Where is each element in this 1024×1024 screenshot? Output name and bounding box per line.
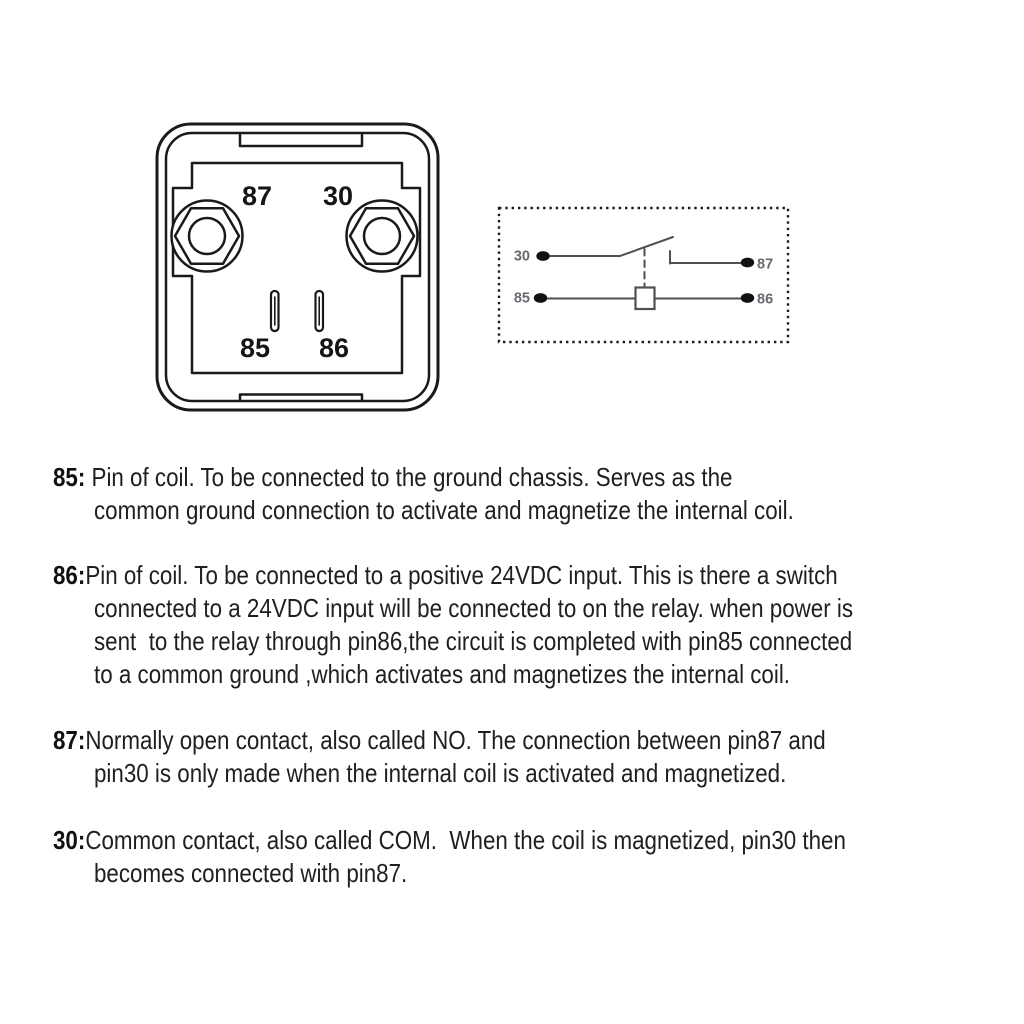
description-line: pin30 is only made when the internal coil is activated and magnetized. — [94, 758, 787, 788]
description-line: to a common ground ,which activates and magnetizes the internal coil. — [94, 659, 791, 689]
coil-box-icon — [636, 288, 655, 310]
description-line — [53, 724, 826, 757]
pin-86-description — [53, 559, 977, 691]
relay-pin-30-label: 30 — [322, 181, 354, 211]
description-text: Pin of coil. To be connected to the ground chassis. Serves as the — [85, 462, 733, 492]
dot-87-icon — [741, 258, 754, 268]
description-line: connected to a 24VDC input will be connected to on the relay. when power is — [94, 593, 854, 623]
blade-pin-85-icon — [271, 291, 279, 331]
pin-85-description — [53, 461, 908, 527]
pin-86-term: 86: — [53, 560, 86, 590]
description-line — [53, 461, 788, 494]
schematic-pin-85-label: 85 — [513, 290, 530, 307]
pin-87-term: 87: — [53, 725, 86, 755]
pin-30-description — [53, 824, 975, 890]
description-text: Pin of coil. To be connected to a positive 24VDC input. This is there a switch — [85, 560, 838, 590]
dot-85-icon — [534, 293, 547, 303]
description-line — [53, 559, 847, 592]
description-line: becomes connected with pin87. — [94, 858, 408, 888]
pin-85-term: 85: — [53, 462, 86, 492]
description-text: Common contact, also called COM. When the coil is magnetized, pin30 then — [85, 825, 846, 855]
description-line — [53, 824, 846, 857]
relay-pin-87-label: 87 — [241, 181, 273, 211]
relay-circuit-schematic — [485, 195, 805, 360]
schematic-pin-87-label: 87 — [757, 256, 774, 273]
description-line: common ground connection to activate and magnetize the internal coil. — [94, 495, 794, 525]
terminal-nut-87-icon — [172, 201, 243, 272]
dot-86-icon — [741, 293, 754, 303]
schematic-pin-30-label: 30 — [513, 248, 530, 265]
relay-pin-85-label: 85 — [239, 333, 271, 363]
relay-bottom-view-diagram — [140, 105, 460, 420]
relay-pin-86-label: 86 — [318, 333, 350, 363]
terminal-nut-30-icon — [347, 201, 418, 272]
pin-87-description — [53, 724, 952, 790]
switch-arm-line — [545, 237, 673, 256]
blade-pin-86-icon — [316, 291, 324, 331]
schematic-pin-86-label: 86 — [757, 291, 774, 308]
description-text: Normally open contact, also called NO. The connection between pin87 and — [85, 725, 826, 755]
dot-30-icon — [536, 251, 549, 261]
pin-30-term: 30: — [53, 825, 86, 855]
description-line: sent to the relay through pin86,the circuit is completed with pin85 connected — [94, 626, 853, 656]
